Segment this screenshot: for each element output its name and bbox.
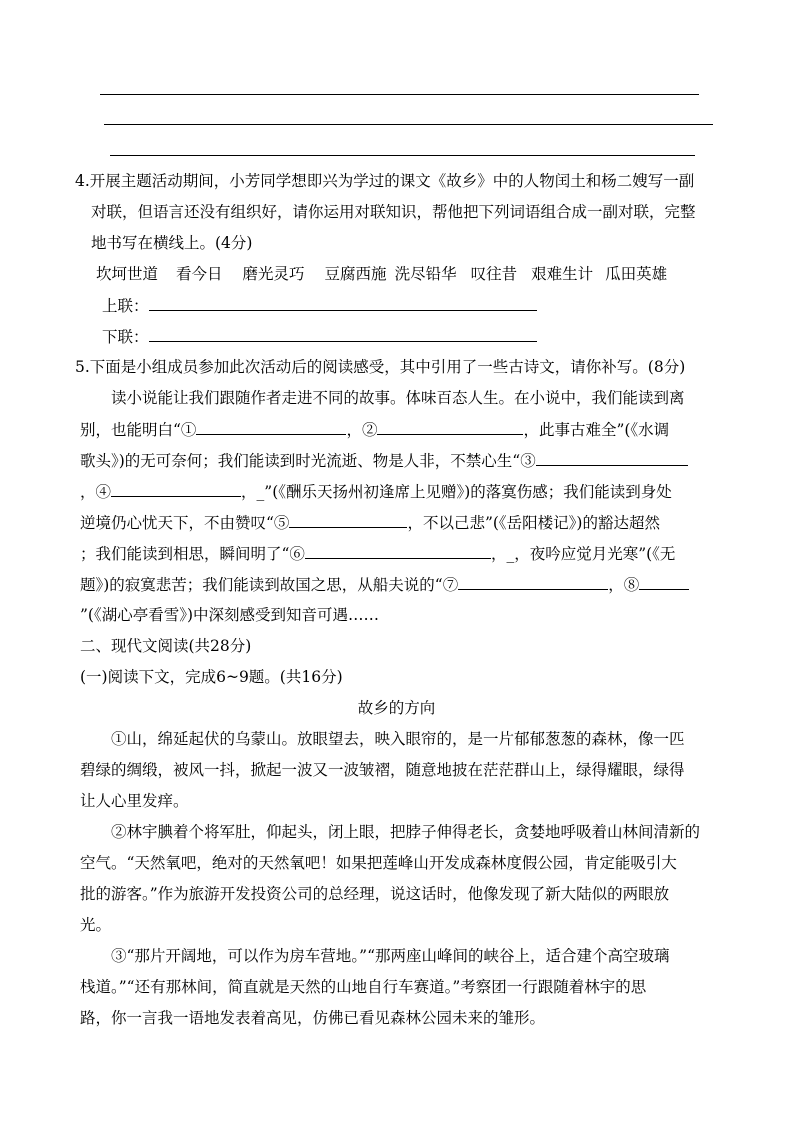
blank-3[interactable] (536, 449, 688, 466)
blank-4[interactable] (111, 480, 241, 497)
blank-6[interactable] (305, 542, 491, 559)
lower-couplet-label: 下联： (102, 328, 149, 346)
text: ，⑧ (608, 576, 640, 594)
q5-para-line-2 (80, 418, 669, 441)
q4-line-1: 4.开展主题活动期间，小芳同学想即兴为学过的课文《故乡》中的人物闰土和杨二嫂写一副 (75, 172, 695, 190)
article-title: 故乡的方向 (357, 699, 436, 717)
q5-para-line-6 (80, 542, 675, 565)
answer-line-1 (100, 94, 699, 95)
q4-word-bank (96, 263, 667, 285)
word-3: 磨光灵巧 (242, 265, 305, 283)
q5-para-line-3 (80, 449, 688, 472)
word-6: 叹往昔 (470, 265, 518, 283)
para1-line-3: 让人心里发痒。 (80, 792, 189, 810)
q4-line-2: 对联，但语言还没有组织好，请你运用对联知识，帮他把下列词语组合成一副对联，完整 (91, 203, 696, 221)
text: ，_”(《酬乐天扬州初逢席上见赠》)的落寞伤感；我们能读到身处 (241, 483, 672, 501)
word-1: 坎坷世道 (96, 265, 159, 283)
q5-para-line-7 (80, 573, 689, 596)
blank-7[interactable] (458, 573, 608, 590)
lower-couplet-blank[interactable] (149, 325, 537, 342)
blank-1[interactable] (196, 418, 346, 435)
q5-para-line-5 (80, 511, 660, 534)
q5-para-line-1: 读小说能让我们跟随作者走进不同的故事。体味百态人生。在小说中，我们能读到离 (111, 389, 685, 407)
para2-line-4: 光。 (80, 916, 112, 934)
text: ，此事古难全”(《水调 (523, 421, 670, 439)
para1-line-2: 碧绿的绸缎，被风一抖，掀起一波又一波皱褶，随意地披在茫茫群山上，绿得耀眼，绿得 (80, 761, 685, 779)
q4-line-3: 地书写在横线上。(4分) (91, 234, 253, 252)
section-subheading: (一)阅读下文，完成6~9题。(共16分) (80, 668, 343, 686)
lower-couplet-row (102, 325, 537, 348)
section-heading: 二、现代文阅读(共28分) (80, 637, 252, 655)
answer-line-2 (104, 124, 713, 125)
text: ，不以己悲”(《岳阳楼记》)的豁达超然 (407, 514, 660, 532)
blank-8[interactable] (639, 573, 689, 590)
word-5: 洗尽铅华 (394, 265, 457, 283)
text: 别，也能明白“① (80, 421, 197, 439)
text: ，④ (80, 483, 112, 501)
text: ；我们能读到相思，瞬间明了“⑥ (80, 545, 305, 563)
blank-2[interactable] (377, 418, 523, 435)
para2-line-2: 空气。“天然氧吧，绝对的天然氧吧！如果把莲峰山开发成森林度假公园，肯定能吸引大 (80, 854, 677, 872)
q5-para-line-4 (80, 480, 672, 503)
para3-line-1: ③“那片开阔地，可以作为房车营地。”“那两座山峰间的峡谷上，适合建个高空玻璃 (111, 947, 670, 965)
para2-line-1: ②林宇腆着个将军肚，仰起头，闭上眼，把脖子伸得老长，贪婪地呼吸着山林间清新的 (111, 823, 701, 841)
text: 题》)的寂寞悲苦；我们能读到故国之思，从船夫说的“⑦ (80, 576, 459, 594)
word-4: 豆腐西施 (324, 265, 387, 283)
blank-5[interactable] (289, 511, 407, 528)
upper-couplet-blank[interactable] (149, 294, 537, 311)
word-7: 艰难生计 (531, 265, 594, 283)
q5-para-line-8: ”(《湖心亭看雪》)中深刻感受到知音可遇…… (80, 606, 380, 624)
para3-line-2: 栈道。”“还有那林间，简直就是天然的山地自行车赛道。”考察团一行跟随着林宇的思 (80, 978, 647, 996)
text: 逆境仍心忧天下，不由赞叹“⑤ (80, 514, 290, 532)
word-8: 瓜田英雄 (605, 265, 668, 283)
para1-line-1: ①山，绵延起伏的乌蒙山。放眼望去，映入眼帘的，是一片郁郁葱葱的森林，像一匹 (111, 730, 685, 748)
upper-couplet-label: 上联： (102, 297, 149, 315)
para2-line-3: 批的游客。”作为旅游开发投资公司的总经理，说这话时，他像发现了新大陆似的两眼放 (80, 885, 670, 903)
answer-line-3 (110, 155, 695, 156)
text: ，② (346, 421, 378, 439)
para3-line-3: 路，你一言我一语地发表着高见，仿佛已看见森林公园未来的雏形。 (80, 1009, 546, 1027)
q5-line-1: 5.下面是小组成员参加此次活动后的阅读感受，其中引用了一些古诗文，请你补写。(8分) (75, 358, 686, 376)
text: ，_，夜吟应觉月光寒”(《无 (490, 545, 676, 563)
text: 歌头》)的无可奈何；我们能读到时光流逝、物是人非，不禁心生“③ (80, 452, 536, 470)
word-2: 看今日 (176, 265, 223, 283)
upper-couplet-row (102, 294, 537, 317)
